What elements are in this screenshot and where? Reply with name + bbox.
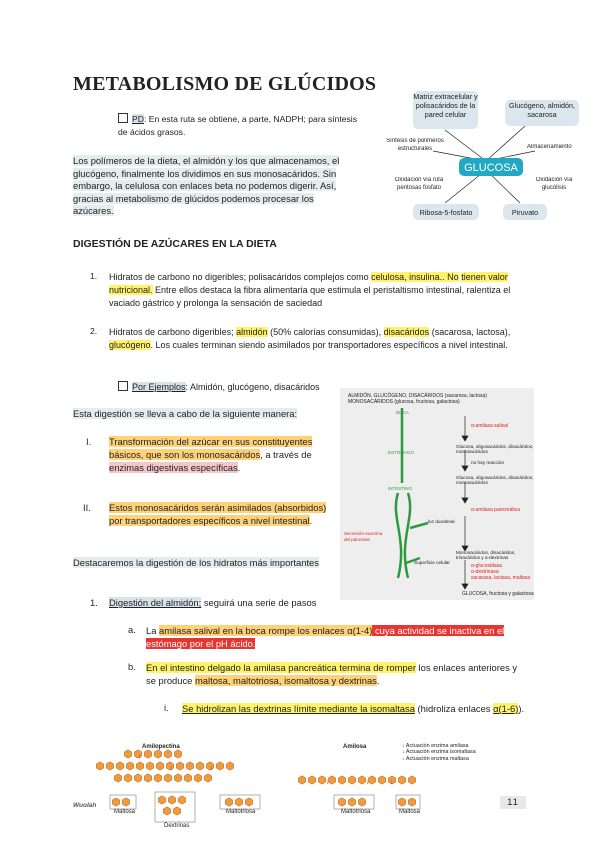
fig-step3: Monosacáridos, disacáridos, trisacáridos y α-dextrinas (456, 550, 516, 560)
glucose-unit (124, 774, 131, 782)
fig-estomago: ESTÓMAGO (388, 450, 415, 455)
glucose-unit (154, 774, 161, 782)
list-item-1 (109, 271, 534, 310)
glucose-unit (408, 798, 415, 806)
roman-2-b: . (309, 514, 313, 526)
starch-heading (109, 597, 316, 608)
fig-intestino: INTESTINO (388, 486, 413, 491)
starch-a-2: amilasa salival en la boca rompe los enlaces α(1-4) (159, 625, 373, 636)
glucose-unit (164, 774, 171, 782)
glucose-unit (96, 762, 103, 770)
diagram-top-right: Glucógeno, almidón, sacarosa (509, 101, 575, 119)
glucose-unit (154, 750, 161, 758)
digest-intro (73, 408, 297, 419)
glucose-unit (216, 762, 223, 770)
diagram-right: Almacenamiento (527, 144, 572, 150)
roman-1-a: Transformación del azúcar en sus constituyentes básicos, que son los monosacáridos (109, 436, 313, 460)
digestion-figure (340, 388, 534, 600)
glucose-unit (186, 762, 193, 770)
page-title: METABOLISMO DE GLÚCIDOS (73, 73, 377, 95)
legend (402, 743, 476, 762)
glucose-unit (194, 774, 201, 782)
glucose-unit (106, 762, 113, 770)
fig-boca: BOCA (396, 410, 409, 415)
roman-2-text (109, 502, 337, 528)
dextrinas-label: Dextrinas (164, 823, 190, 829)
glucose-unit (174, 750, 181, 758)
list-number-2: 2. (90, 326, 98, 336)
list-item-2-b: almidón (236, 327, 268, 337)
glucose-unit (358, 798, 365, 806)
glucose-unit (136, 762, 143, 770)
list-item-2-d: disacáridos (383, 327, 430, 337)
glucose-diagram (385, 88, 585, 228)
cleavage-arrow-icon: ↓ (138, 753, 142, 760)
glucose-unit (156, 762, 163, 770)
fig-step2: Glucosa, oligosacáridos, disacáridos, monosacáridos (456, 475, 534, 485)
starch-i-1: Se hidrolizan las dextrinas límite mediante la isomaltasa (182, 703, 415, 714)
cleavage-arrow-icon: ↓ (366, 779, 370, 786)
examples-tag: Por Ejemplos (132, 382, 186, 392)
starch-num: 1. (90, 597, 98, 608)
starch-a-3: cuya actividad se inactiva en el estómago por el pH ácido. (146, 625, 505, 649)
legend-blue-arrow-icon: ↓ (402, 749, 405, 756)
roman-1-c: enzimas digestivas específicas (109, 461, 238, 473)
diagram-center: GLUCOSA (464, 162, 518, 174)
glucose-unit (204, 774, 211, 782)
cleavage-arrow-icon: ↓ (170, 765, 174, 772)
fig-amilasa: α-amilasa salival (471, 423, 509, 429)
fig-no-reaccion: no hay reacción (471, 460, 505, 465)
diagram-bottom-right: Piruvato (511, 208, 539, 217)
cleavage-arrow-icon: ↓ (390, 779, 394, 786)
starch-chain-figure (70, 740, 540, 840)
starch-a-1: La (146, 625, 160, 636)
glucose-unit (245, 798, 252, 806)
maltotriosa-left-label: Maltotriosa (226, 809, 256, 815)
amilosa-label: Amilosa (343, 744, 367, 750)
starch-b-2: los enlaces anteriores y se produce (146, 662, 518, 686)
examples-note (118, 381, 320, 392)
highlight-paragraph (73, 557, 333, 570)
glucose-unit (226, 762, 233, 770)
fig-celular: Superficie celular (414, 560, 450, 565)
legend-3: Actuación enzima maltasa (405, 755, 469, 762)
pd-note (118, 113, 368, 138)
starch-b-num: b. (128, 661, 136, 672)
glucose-unit (164, 750, 171, 758)
checkbox-icon (118, 113, 128, 123)
diagram-left: Síntesis de polímeros estructurales (386, 138, 444, 152)
legend-red-arrow-icon: ↓ (402, 743, 405, 749)
glucose-unit (176, 762, 183, 770)
glucose-unit (168, 796, 175, 804)
maltotriosa-right-label: Maltotriosa (341, 809, 371, 815)
examples-text: : Almidón, glucógeno, disacáridos (185, 382, 320, 392)
list-item-1-d: Entre ellos destaca la fibra alimentaria que estimula el peristaltismo intestinal, ralentiza el vaciado gástrico y prolonga la sensación de saciedad (109, 285, 511, 308)
checkbox-icon (118, 381, 128, 391)
legend-2: Actuación enzima isomaltasa (405, 749, 476, 756)
glucose-unit (398, 776, 405, 784)
glucose-unit (146, 762, 153, 770)
glucose-unit (378, 776, 385, 784)
starch-i-text (182, 702, 527, 715)
amilopectina-label: Amilopectina (142, 744, 180, 750)
diagram-bottom-right-label: Oxidación vía glucólisis (535, 177, 573, 191)
list-item-2-g: . Los cuales terminan siendo asimilados por transportadores específicos a nivel intestinal. (150, 340, 508, 350)
starch-i-4: ). (518, 703, 525, 714)
fig-secrecion: Secreción exocrina del páncreas (344, 531, 383, 542)
list-number-1: 1. (90, 271, 98, 281)
intro-paragraph (73, 155, 353, 218)
glucose-unit (134, 774, 141, 782)
fig-header-1: ALMIDÓN, GLUCÓGENO, DISACÁRIDOS (sacarosa, lactosa) (348, 393, 487, 399)
starch-a-num: a. (128, 624, 136, 635)
list-item-2-c: (50% calorías consumidas), (267, 327, 384, 337)
glucose-unit (358, 776, 365, 784)
list-item-2-a: Hidratos de carbono digeribles; (109, 327, 237, 337)
roman-2-num: II. (83, 502, 91, 513)
starch-b-text (146, 661, 526, 687)
list-item-1-c: tienen valor nutricional. (109, 272, 508, 295)
glucose-unit (116, 762, 123, 770)
glucose-unit (158, 796, 165, 804)
glucose-unit (318, 776, 325, 784)
glucose-unit (298, 776, 305, 784)
fig-final: GLUCOSA, fructosa y galactosa (462, 591, 534, 597)
legend-blue-arrow-icon: ↓ (402, 755, 405, 762)
starch-i-num: i. (164, 702, 169, 713)
diagram-bottom-left: Ribosa-5-fosfato (419, 208, 473, 217)
glucose-unit (124, 750, 131, 758)
roman-1-d: . (237, 461, 241, 473)
starch-i-3: α(1-6) (493, 703, 519, 714)
list-item-2 (109, 326, 534, 352)
list-item-2-e: (sacarosa, lactosa), (431, 327, 511, 337)
starch-b-3: maltosa, maltotriosa, isomaltosa y dextrinas (195, 675, 377, 686)
glucose-unit (408, 776, 415, 784)
cleavage-arrow-icon: ↓ (326, 779, 330, 786)
cleavage-arrow-icon: ↓ (210, 765, 214, 772)
fig-step1: Glucosa, oligosacáridos, disacáridos, monosacáridos (456, 444, 534, 454)
pd-tag: PD (132, 114, 144, 124)
page-number: 11 (500, 796, 526, 809)
starch-b-1: En el intestino delgado la amilasa pancreática termina de romper (146, 662, 416, 673)
fig-enzymes-2: α-dextrinasa (471, 569, 499, 575)
glucose-unit (144, 750, 151, 758)
starch-i-2: (hidroliza enlaces (414, 703, 494, 714)
fig-enzymes-1: α-glucosidasa (471, 563, 502, 569)
fig-enzymes-3: sacarasa, lactasa, maltasa (471, 575, 531, 581)
starch-tail: seguirá una serie de pasos (201, 597, 317, 608)
glucose-unit (348, 798, 355, 806)
section-heading: DIGESTIÓN DE AZÚCARES EN LA DIETA (73, 238, 277, 250)
glucose-unit (114, 774, 121, 782)
list-item-1-b: celulosa, insulina.. No (371, 272, 459, 282)
glucose-unit (163, 807, 170, 815)
fig-pancreatica: α-amilasa pancreática (471, 507, 521, 513)
glucose-unit (144, 774, 151, 782)
fig-header-2: MONOSACÁRIDOS (glucosa, fructosa, galactosa) (348, 399, 460, 405)
roman-1-text (109, 436, 337, 474)
fig-duodenal: luz duodenal (428, 519, 455, 524)
glucose-unit (122, 798, 129, 806)
legend-1: Actuación enzima amilasa (405, 743, 469, 749)
glucose-unit (112, 798, 119, 806)
glucose-unit (235, 798, 242, 806)
glucose-unit (338, 798, 345, 806)
roman-2-a: Estos monosacáridos serán asimilados (absorbidos) por transportadores específicos a nivel intestinal (109, 502, 327, 526)
intro-text: Los polímeros de la dieta, el almidón y los que almacenamos, el glucógeno, finalmente los dividimos en sus monosacáridos. Sin embargo, la celulosa con enlaces beta no podemos digerir. Así, gracias al metabolismo de glúcidos podemos procesar los azúcares. (73, 155, 340, 217)
glucose-unit (184, 774, 191, 782)
starch-head: Digestión del almidón; (109, 597, 202, 608)
glucose-unit (225, 798, 232, 806)
glucose-unit (398, 798, 405, 806)
glucose-unit (173, 807, 180, 815)
digest-intro-text: Esta digestión se lleva a cabo de la siguiente manera: (73, 408, 298, 419)
starch-a-text (146, 624, 526, 650)
roman-1-num: I. (86, 436, 92, 447)
pd-text: : En esta ruta se obtiene, a parte, NADPH; para síntesis de ácidos grasos. (118, 114, 357, 137)
glucose-unit (348, 776, 355, 784)
footer-logo: Wuolah (73, 802, 97, 809)
starch-b-4: . (376, 675, 380, 686)
glucose-unit (178, 796, 185, 804)
glucose-unit (338, 776, 345, 784)
diagram-top: Matriz extracelular y polisacáridos de la pared celular (413, 92, 478, 119)
maltosa-label: Maltosa (114, 809, 136, 815)
glucose-unit (308, 776, 315, 784)
diagram-bottom-left-label: Oxidación vía ruta pentosas fosfato (394, 177, 444, 191)
roman-1-b: , a través de (260, 448, 312, 460)
glucose-unit (174, 774, 181, 782)
glucose-unit (196, 762, 203, 770)
list-item-1-a: Hidratos de carbono no digeribles; polisacáridos complejos como (109, 272, 372, 282)
maltosa-right-label: Maltosa (399, 809, 421, 815)
list-item-2-f: glucógeno (109, 340, 151, 350)
highlight-text: Destacaremos la digestión de los hidratos más importantes (73, 557, 319, 568)
glucose-unit (126, 762, 133, 770)
